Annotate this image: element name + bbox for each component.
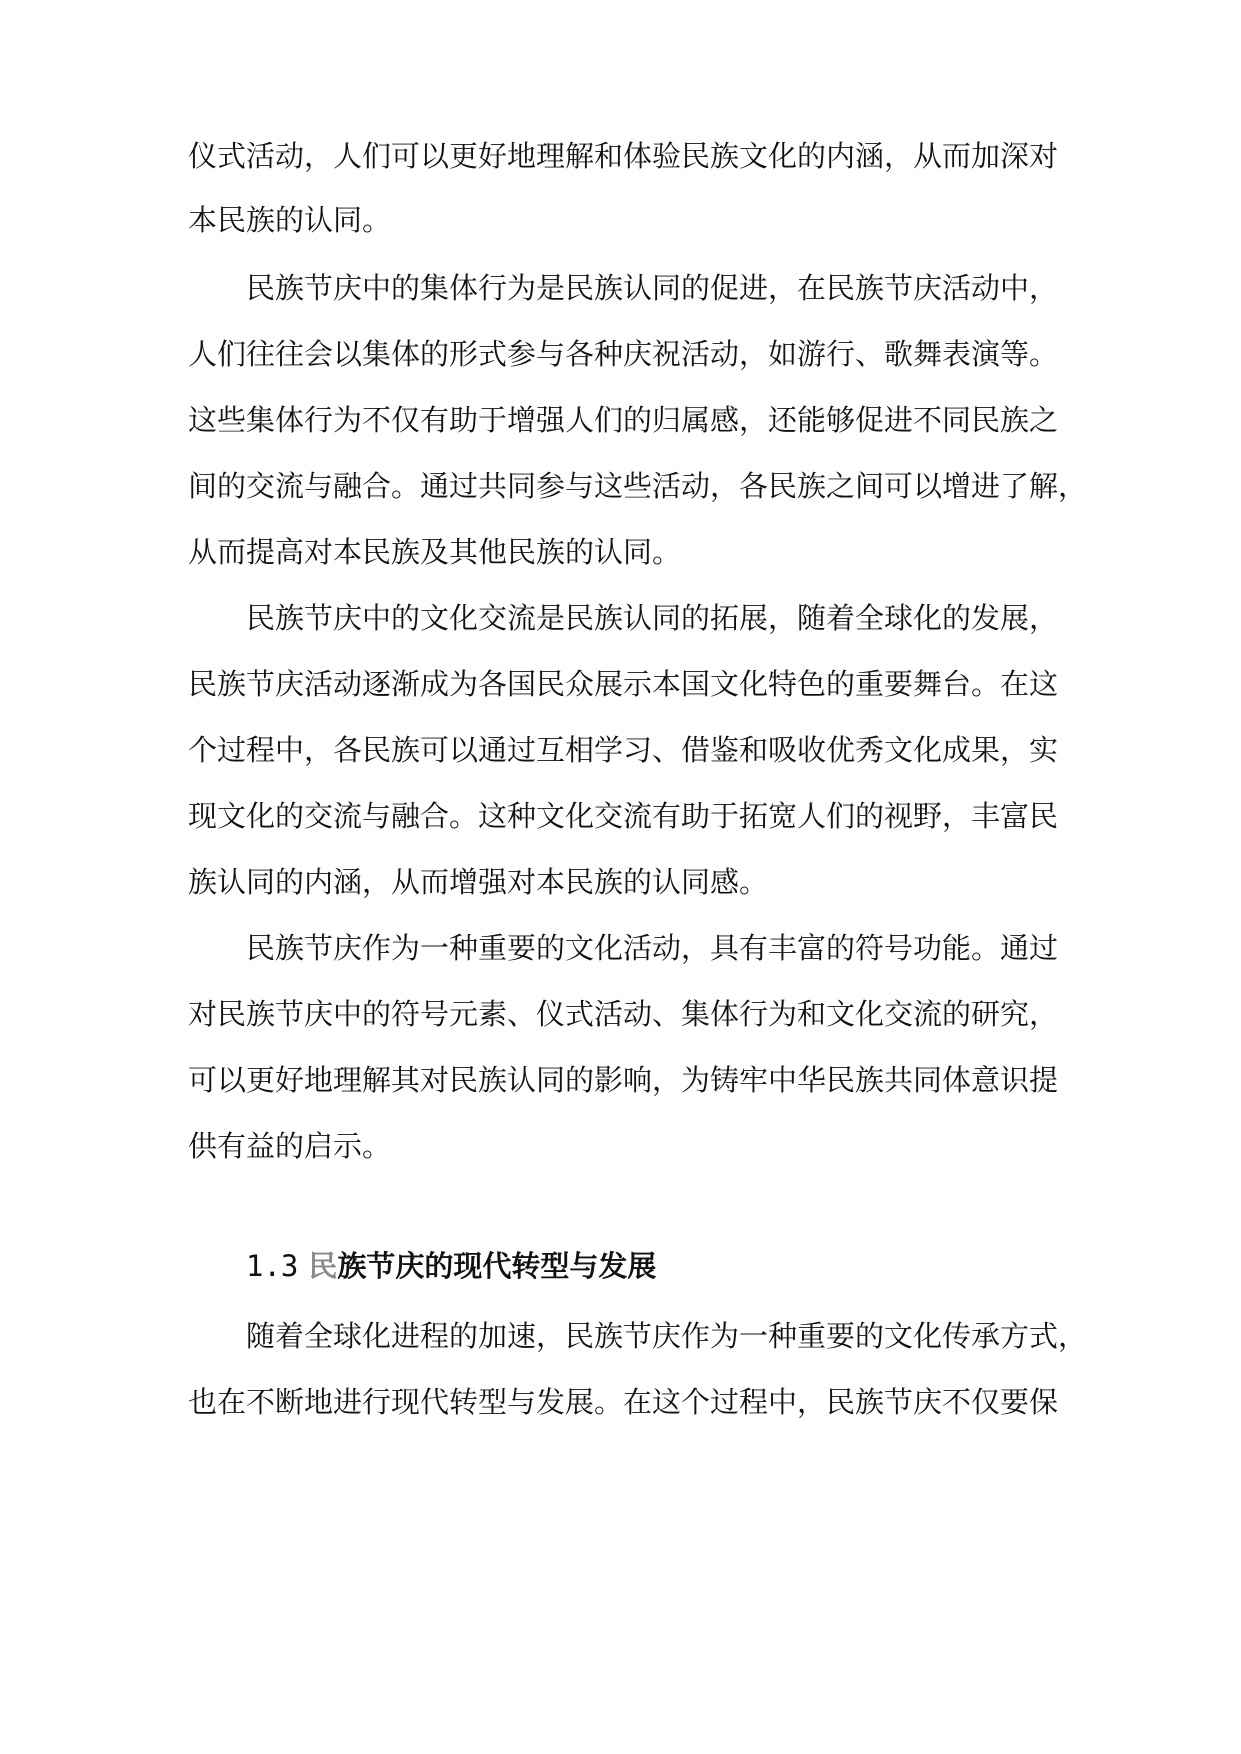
section-heading [246,1248,1052,1284]
paragraph-line: 民族节庆作为一种重要的文化活动，具有丰富的符号功能。通过 [246,931,1059,965]
paragraph-line: 也在不断地进行现代转型与发展。在这个过程中，民族节庆不仅要保 [188,1385,1059,1419]
paragraph-line: 本民族的认同。 [188,203,392,237]
section-title: 族节庆的现代转型与发展 [337,1249,657,1283]
paragraph-line: 间的交流与融合。通过共同参与这些活动，各民族之间可以增进了解， [188,469,1088,503]
section-number: 1.3 [246,1249,299,1283]
paragraph-line: 这些集体行为不仅有助于增强人们的归属感，还能够促进不同民族之 [188,403,1059,437]
paragraph-line: 人们往往会以集体的形式参与各种庆祝活动，如游行、歌舞表演等。 [188,337,1059,371]
paragraph-line: 可以更好地理解其对民族认同的影响，为铸牢中华民族共同体意识提 [188,1063,1059,1097]
paragraph-line: 族认同的内涵，从而增强对本民族的认同感。 [188,865,769,899]
paragraph-line: 随着全球化进程的加速，民族节庆作为一种重要的文化传承方式， [246,1319,1088,1353]
paragraph-line: 从而提高对本民族及其他民族的认同。 [188,535,682,569]
paragraph-line: 民族节庆中的文化交流是民族认同的拓展，随着全球化的发展， [246,601,1059,635]
paragraph-line: 民族节庆活动逐渐成为各国民众展示本国文化特色的重要舞台。在这 [188,667,1059,701]
paragraph-line: 个过程中，各民族可以通过互相学习、借鉴和吸收优秀文化成果，实 [188,733,1059,767]
paragraph-line: 现文化的交流与融合。这种文化交流有助于拓宽人们的视野，丰富民 [188,799,1059,833]
paragraph-line: 民族节庆中的集体行为是民族认同的促进，在民族节庆活动中， [246,271,1059,305]
paragraph-line: 仪式活动，人们可以更好地理解和体验民族文化的内涵，从而加深对 [188,139,1059,173]
paragraph-line: 对民族节庆中的符号元素、仪式活动、集体行为和文化交流的研究， [188,997,1059,1031]
section-title-first-char: 民 [308,1249,338,1283]
paragraph-line: 供有益的启示。 [188,1129,392,1163]
